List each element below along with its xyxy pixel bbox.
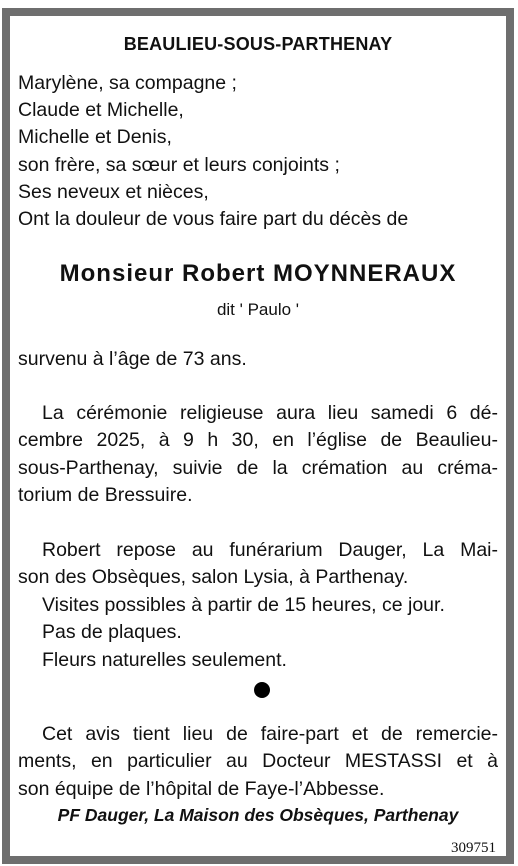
family-line: Ont la douleur de vous faire part du décès de — [18, 208, 409, 231]
obituary-notice — [2, 8, 514, 864]
place-heading: BEAULIEU-SOUS-PARTHENAY — [123, 34, 393, 54]
ceremony-line: La cérémonie religieuse aura lieu samedi 6 dé- — [42, 402, 498, 424]
deceased-name: Monsieur Robert MOYNNERAUX — [59, 260, 457, 287]
family-announcement — [18, 70, 498, 233]
reference-number: 309751 — [451, 840, 496, 856]
family-line: Claude et Michelle, — [18, 99, 184, 122]
age-line: survenu à l’âge de 73 ans. — [18, 348, 247, 370]
ceremony-line: sous-Parthenay, suivie de la crémation au créma- — [18, 456, 498, 479]
visitation-paragraph — [18, 537, 498, 674]
visitation-line: Robert repose au funérarium Dauger, La Mai- — [42, 539, 498, 561]
family-line: son frère, sa sœur et leurs conjoints ; — [18, 153, 340, 176]
thanks-line: son équipe de l’hôpital de Faye-l’Abbesse. — [18, 777, 385, 800]
visitation-line: son des Obsèques, salon Lysia, à Parthenay. — [18, 566, 409, 589]
visitation-line: Visites possibles à partir de 15 heures, ce jour. — [42, 593, 445, 616]
funeral-home-signature: PF Dauger, La Maison des Obsèques, Parthenay — [57, 805, 459, 825]
family-line: Marylène, sa compagne ; — [18, 72, 237, 94]
notice-content — [18, 16, 498, 856]
ceremony-paragraph — [18, 400, 498, 510]
family-line: Ses neveux et nièces, — [18, 180, 209, 203]
deceased-nickname: dit ' Paulo ' — [216, 300, 300, 319]
thanks-line: ments, en particulier au Docteur MESTASSI et à — [18, 750, 498, 773]
ceremony-line: torium de Bressuire. — [18, 484, 193, 507]
thanks-paragraph — [18, 721, 498, 803]
visitation-line: Pas de plaques. — [42, 621, 182, 644]
family-line: Michelle et Denis, — [18, 126, 172, 149]
thanks-line: Cet avis tient lieu de faire-part et de remercie- — [42, 723, 498, 745]
ceremony-line: cembre 2025, à 9 h 30, en l’église de Beaulieu- — [18, 429, 498, 452]
visitation-line: Fleurs naturelles seulement. — [42, 648, 287, 671]
bullet-separator — [254, 682, 270, 698]
